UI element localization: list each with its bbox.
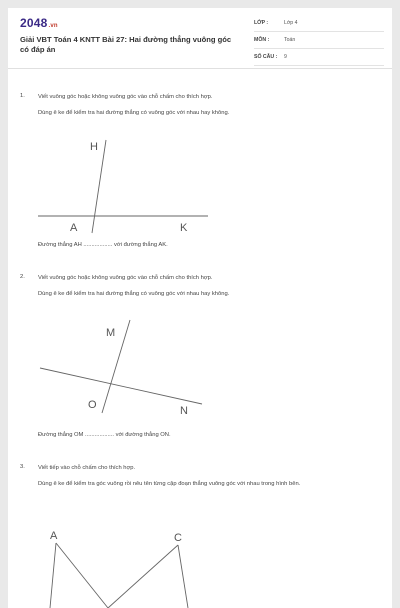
question-text: Viết tiếp vào chỗ chấm cho thích hợp. xyxy=(38,465,136,471)
fill-in-line-1: Đường thẳng AH .................. với đường thẳng AK. xyxy=(38,242,168,248)
fill-in-line-2: Đường thẳng OM .................. với đường thẳng ON. xyxy=(38,432,171,438)
label-k: K xyxy=(180,222,188,234)
document-meta xyxy=(254,17,384,68)
figure-2 xyxy=(8,308,392,418)
label-c: C xyxy=(174,532,182,544)
document-header xyxy=(8,8,392,69)
label-a: A xyxy=(50,530,58,542)
meta-row-subject: MÔN : Toán xyxy=(254,34,384,49)
document-page xyxy=(8,8,392,608)
segment-right xyxy=(178,545,188,608)
question-subtext: Dùng ê ke để kiểm tra góc vuông rồi nêu tên từng cặp đoạn thẳng vuông góc với nhau trong hình bên. xyxy=(38,481,301,487)
question-number: 2. xyxy=(20,274,25,280)
meta-row-grade: LỚP : Lớp 4 xyxy=(254,17,384,32)
label-m: M xyxy=(106,327,116,339)
label-a: A xyxy=(70,222,78,234)
label-h: H xyxy=(90,141,98,153)
question-number: 3. xyxy=(20,464,25,470)
label-n: N xyxy=(180,405,188,417)
line-ah xyxy=(92,140,106,233)
document-title: Giải VBT Toán 4 KNTT Bài 27: Hai đường thẳng vuông góc có đáp án xyxy=(20,35,232,54)
question-subtext: Dùng ê ke để kiểm tra hai đường thẳng có vuông góc với nhau hay không. xyxy=(38,291,230,297)
figure-1 xyxy=(8,128,392,238)
line-on xyxy=(40,368,202,404)
question-text: Viết vuông góc hoặc không vuông góc vào chỗ chấm cho thích hợp. xyxy=(38,275,213,281)
question-text: Viết vuông góc hoặc không vuông góc vào chỗ chấm cho thích hợp. xyxy=(38,94,213,100)
segment-c-diagonal xyxy=(108,545,178,608)
question-subtext: Dùng ê ke để kiểm tra hai đường thẳng có vuông góc với nhau hay không. xyxy=(38,110,230,116)
segment-left xyxy=(50,543,56,608)
meta-row-question-count: SỐ CÂU : 9 xyxy=(254,51,384,66)
segment-a-diagonal xyxy=(56,543,108,608)
label-o: O xyxy=(88,399,97,411)
question-number: 1. xyxy=(20,93,25,99)
figure-3 xyxy=(8,513,392,608)
site-logo[interactable]: 2048.vn xyxy=(20,16,58,30)
